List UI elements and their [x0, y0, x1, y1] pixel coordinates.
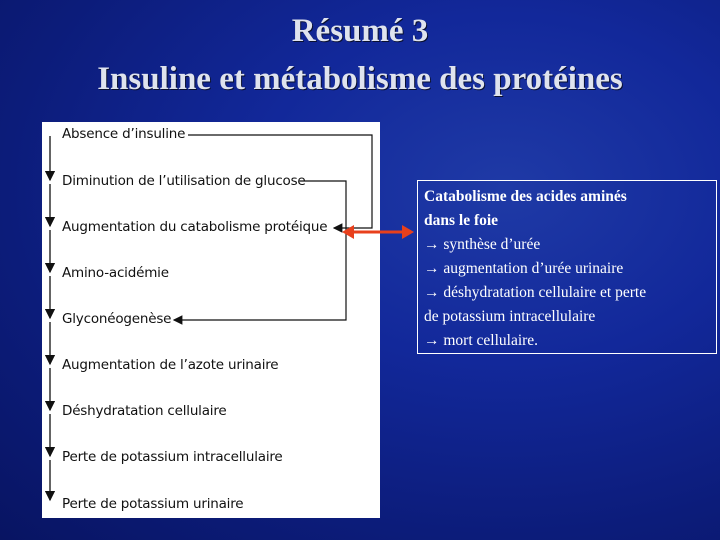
flow-step-potassium-intracellulaire: Perte de potassium intracellulaire	[62, 449, 283, 465]
summary-line-6: de potassium intracellulaire	[424, 308, 596, 325]
summary-line-2: dans le foie	[424, 212, 499, 229]
summary-line-5: → déshydratation cellulaire et perte	[424, 284, 647, 301]
summary-line-4: → augmentation d’urée urinaire	[424, 260, 624, 277]
flow-step-potassium-urinaire: Perte de potassium urinaire	[62, 496, 244, 512]
flow-step-glyconeogenese: Glyconéogenèse	[62, 311, 172, 327]
summary-line-1: Catabolisme des acides aminés	[424, 188, 627, 205]
red-double-arrow-icon	[340, 222, 416, 242]
summary-box	[417, 180, 717, 354]
flow-step-diminution-glucose: Diminution de l’utilisation de glucose	[62, 173, 306, 189]
flow-step-amino-acidemie: Amino-acidémie	[62, 265, 169, 281]
flow-step-absence-insuline: Absence d’insuline	[62, 126, 186, 142]
slide-title-line-2: Insuline et métabolisme des protéines	[97, 61, 623, 97]
slide-title-line-1: Résumé 3	[291, 13, 429, 49]
flow-step-deshydratation: Déshydratation cellulaire	[62, 403, 227, 419]
flowchart-panel	[42, 122, 380, 518]
summary-line-3: → synthèse d’urée	[424, 236, 541, 253]
summary-line-7: → mort cellulaire.	[424, 332, 539, 349]
feedback-arrow-glyconeogenesis	[174, 181, 346, 320]
flow-step-azote-urinaire: Augmentation de l’azote urinaire	[62, 357, 279, 373]
flow-step-catabolisme: Augmentation du catabolisme protéique	[62, 219, 328, 235]
